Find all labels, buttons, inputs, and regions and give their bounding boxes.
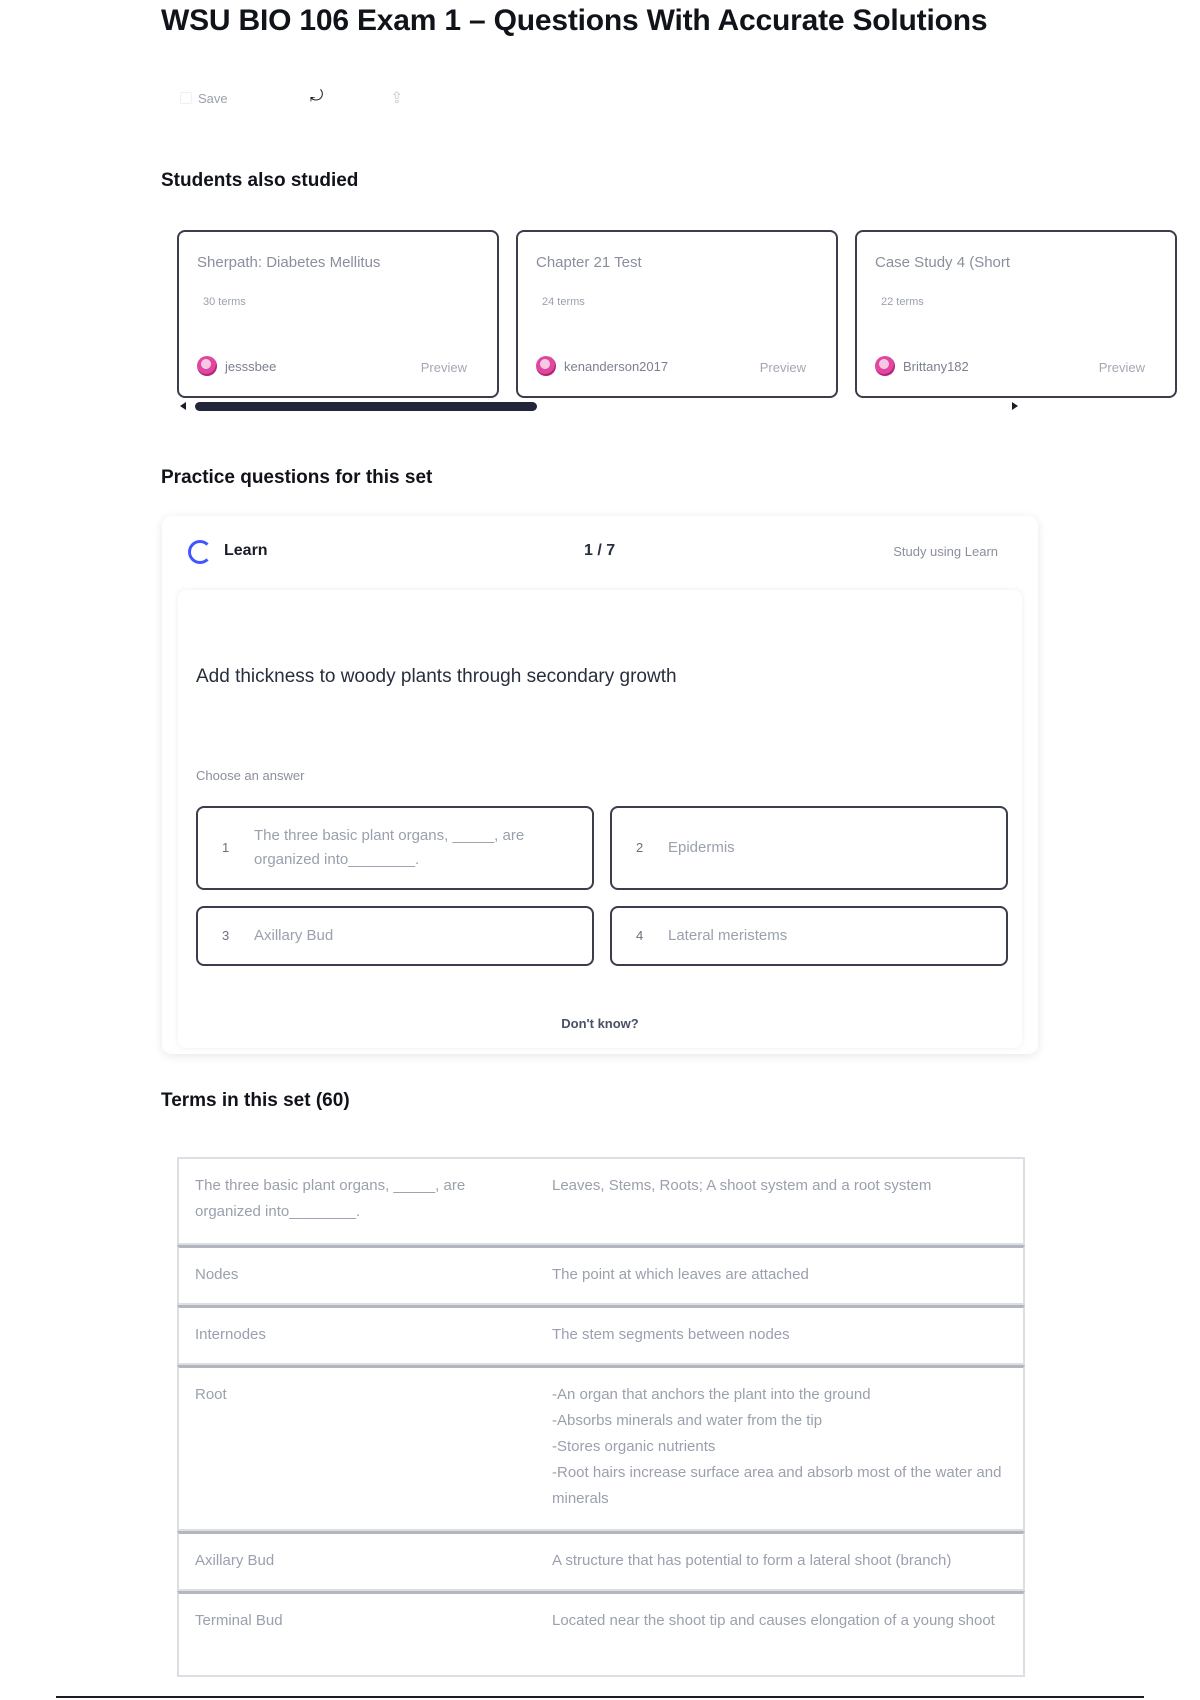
set-card-preview-button[interactable]: Preview [759,360,806,375]
table-row [177,1157,1025,1245]
set-card-user[interactable] [536,356,668,376]
answer-number: 2 [636,840,644,855]
definition-cell: Located near the shoot tip and causes elongation of a young shoot [552,1612,995,1629]
share-icon[interactable]: ⇪ [390,90,404,107]
definition-cell: The point at which leaves are attached [552,1266,809,1283]
answer-number: 4 [636,928,644,943]
set-card[interactable] [177,230,499,398]
answer-number: 1 [222,840,230,855]
answer-text: Axillary Bud [254,927,334,944]
dont-know-button[interactable]: Don't know? [561,1016,639,1031]
table-row [177,1365,1025,1531]
set-card-preview-button[interactable]: Preview [420,360,467,375]
action-bar [180,86,404,110]
answer-text: The three basic plant organs, _____, are organized into________. [254,827,525,868]
term-cell: Nodes [195,1266,239,1283]
answer-option-3[interactable] [196,906,594,966]
table-row [177,1305,1025,1365]
save-label: Save [198,90,228,106]
undo-icon[interactable]: ⤾ [310,88,324,105]
table-row [177,1591,1025,1677]
page-title: WSU BIO 106 Exam 1 – Questions With Accurate Solutions [161,4,988,37]
terms-heading: Terms in this set (60) [161,1090,350,1111]
answer-option-1[interactable] [196,806,594,890]
set-card-terms: 30 terms [203,296,246,308]
set-card-user[interactable] [875,356,969,376]
definition-cell: A structure that has potential to form a lateral shoot (branch) [552,1552,952,1569]
question-text: Add thickness to woody plants through secondary growth [196,666,677,687]
answer-text: Epidermis [668,839,735,856]
set-card-preview-button[interactable]: Preview [1098,360,1145,375]
term-cell: Root [195,1386,227,1403]
practice-questions-panel [162,516,1038,1054]
set-card-user[interactable] [197,356,276,376]
students-also-studied-heading: Students also studied [161,170,359,191]
set-card[interactable] [516,230,838,398]
page-bottom-divider [56,1696,1144,1698]
question-progress: 1 / 7 [584,542,616,559]
question-card [178,590,1022,1048]
term-cell: Internodes [195,1326,266,1343]
table-row [177,1245,1025,1305]
answer-option-2[interactable] [610,806,1008,890]
practice-questions-heading: Practice questions for this set [161,467,433,488]
set-card-username: jesssbee [225,358,277,374]
set-card-title: Case Study 4 (Short [875,254,1011,271]
avatar [536,356,556,376]
choose-answer-label: Choose an answer [196,768,305,783]
term-cell: Terminal Bud [195,1612,283,1629]
avatar [197,356,217,376]
definition-cell: The stem segments between nodes [552,1326,790,1343]
scroll-left-arrow-icon[interactable] [180,402,186,410]
terms-table [177,1157,1025,1677]
save-icon [180,92,192,104]
set-card-username: kenanderson2017 [564,358,669,374]
students-also-studied-carousel [175,228,1145,404]
learn-icon [188,540,212,564]
answer-text: Lateral meristems [668,927,788,944]
definition-cell: -An organ that anchors the plant into the ground -Absorbs minerals and water from the tip -Stores organic nutrients -Root hairs increase surface area and absorb most of the water and minerals [552,1386,1002,1507]
answer-number: 3 [222,928,230,943]
save-button[interactable] [180,91,228,106]
set-card-title: Chapter 21 Test [536,254,642,271]
carousel-scrollbar[interactable] [195,402,537,411]
table-row [177,1531,1025,1591]
term-cell: Axillary Bud [195,1552,275,1569]
set-card-title: Sherpath: Diabetes Mellitus [197,254,381,271]
set-card[interactable] [855,230,1177,398]
set-card-terms: 22 terms [881,296,924,308]
avatar [875,356,895,376]
definition-cell: Leaves, Stems, Roots; A shoot system and a root system [552,1177,932,1194]
scroll-right-arrow-icon[interactable] [1012,402,1018,410]
study-using-learn-link[interactable]: Study using Learn [893,544,998,559]
term-cell: The three basic plant organs, _____, are organized into________. [195,1177,466,1220]
answer-option-4[interactable] [610,906,1008,966]
learn-label: Learn [224,542,268,559]
set-card-username: Brittany182 [903,358,969,374]
set-card-terms: 24 terms [542,296,585,308]
